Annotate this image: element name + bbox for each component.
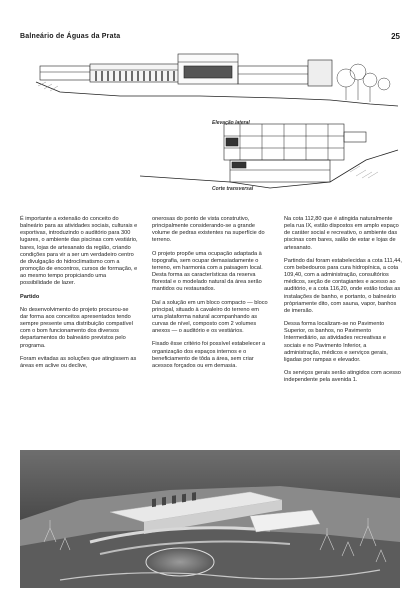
paragraph: Foram evitadas as soluções que atingissem as áreas em aclive ou declive,	[20, 355, 137, 369]
paragraph: É importante a extensão do conceito do balneário para as atividades sociais, culturais e esportivas, introduzindo o auditório para 300 lugares, o ambiente das piscinas com vestiário, bares, lojas de artesanato da região, criando condições para vir a ser um verdadeiro centro de divulgação do hidroclimatismo com a promoção de encontros, cursos de formação, e ao mesmo tempo propiciando uma possibilidade de lazer.	[20, 216, 138, 287]
cross-section	[140, 124, 398, 188]
paragraph: Na cota 112,80 que é atingida naturalmente pela rua IX, estão dispostos em amplo espaço de caráter social e recreativo, o ambiente das piscinas com bares, salão de estar e lojas de artesanato.	[284, 216, 399, 251]
elevation-caption: Elevação lateral	[212, 120, 250, 126]
model-photo-illustration	[20, 450, 400, 588]
section-caption: Corte transversal	[212, 186, 254, 192]
paragraph: Os serviços gerais serão atingidos com acesso independente pela avenida 1.	[284, 369, 401, 384]
text-column-2	[152, 216, 270, 376]
section-heading: Partido	[20, 293, 40, 300]
lateral-elevation	[36, 54, 398, 106]
architectural-drawings	[0, 0, 418, 210]
elevation-and-section-drawing	[0, 0, 418, 210]
paragraph: Partindo daí foram estabelecidas a cota 111,44, com bebedouros para cura hidropínica, a cota 109,40, com a administração, consultórios médicos, seção de contagiantes e acesso ao auditório, e a cota 116,20, onde estão todas as instalações de banho, e portanto, o balneário pròpriamente dito, com sauna, vapor, banhos de imersão.	[284, 257, 402, 314]
text-column-1	[20, 216, 138, 376]
paragraph: O projeto propõe uma ocupação adaptada à topografia, sem ocupar demasiadamente o terreno, em harmonia com a paisagem local. Desta forma as características da reserva florestal e o modelado natural da área serão mantidos ou restaurados.	[152, 250, 263, 293]
running-title: Balneário de Águas da Prata	[20, 33, 121, 40]
model-photograph	[20, 450, 400, 588]
paragraph: No desenvolvimento do projeto procurou-se dar forma aos conceitos apresentados tendo sempre presente uma distribuição compatível com o bom funcionamento dos diversos departamentos do balneário previstos pelo programa.	[20, 306, 133, 349]
page-number: 25	[391, 32, 400, 41]
paragraph: onerosas do ponto de vista construtivo, principalmente considerando-se a grande volume de pedras existentes na superfície do terreno.	[152, 216, 265, 244]
paragraph: Daí a solução em um bloco compacto — bloco principal, situado à cavaleiro do terreno em uma plataforma natural acompanhando as curvas de nível, composto com 2 volumes anexos — o auditório e os vestiários.	[152, 299, 268, 335]
text-column-3	[284, 216, 402, 390]
paragraph: Dessa forma localizam-se no Pavimento Superior, os banhos, no Pavimento Intermediário, as atividades recreativas e sociais e no Pavimento Inferior, a administração, médicos e serviços gerais, ligadas por rampas e elevador.	[284, 321, 388, 363]
paragraph: Fixado êsse critério foi possível estabelecer a organização dos espaços internos e o beneficiamento de tôda a área, sem criar acessos forçados ou em demasia.	[152, 341, 266, 369]
